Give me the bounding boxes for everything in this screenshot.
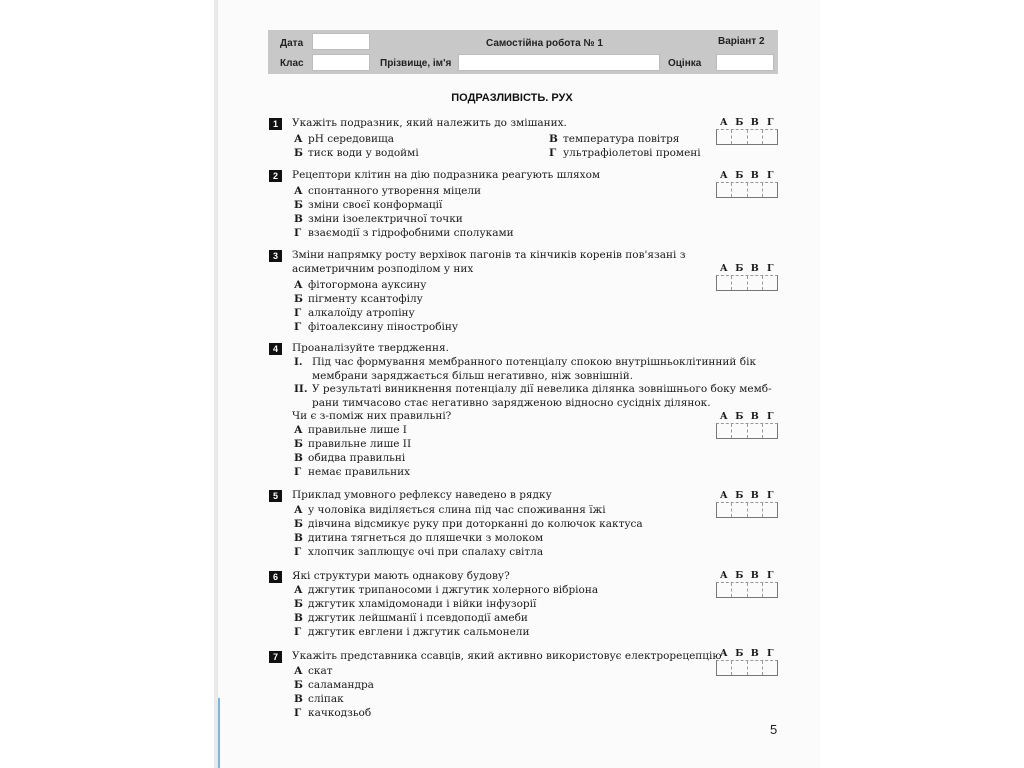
question-text: Зміни напрямку росту верхівок пагонів та кінчиків коренів пов'язані з — [292, 249, 686, 261]
class-field[interactable] — [312, 54, 370, 71]
answer-cells[interactable] — [716, 660, 778, 676]
answer-option: В обидва правильні — [294, 452, 406, 464]
class-label: Клас — [280, 58, 304, 69]
answer-option: Б саламандра — [294, 679, 374, 691]
answer-grid: А Б В Г — [716, 117, 778, 145]
statement-text: мембрани заряджається більш негативно, ніж зовнішній. — [312, 370, 634, 382]
answer-grid: А Б В Г — [716, 263, 778, 291]
statement-text: У результаті виникнення потенціалу дії невелика ділянка зовнішнього боку мемб- — [312, 383, 772, 395]
statement-text: Під час формування мембранного потенціалу спокою внутрішньоклітинний бік — [312, 356, 757, 368]
page-number: 5 — [770, 722, 778, 737]
answer-option: А рН середовища — [294, 133, 394, 145]
answer-option: Г алкалоїду атропіну — [294, 307, 415, 319]
answer-grid: А Б В Г — [716, 648, 778, 676]
answer-cells[interactable] — [716, 502, 778, 518]
statement-numeral: I. — [294, 356, 303, 368]
answer-option: Г взаємодії з гідрофобними сполуками — [294, 227, 514, 239]
answer-cells[interactable] — [716, 129, 778, 145]
answer-option: А спонтанного утворення міцели — [294, 185, 482, 197]
answer-cells[interactable] — [716, 182, 778, 198]
answer-option: А фітогормона ауксину — [294, 279, 427, 291]
answer-option: Б тиск води у водоймі — [294, 147, 419, 159]
answer-cells[interactable] — [716, 275, 778, 291]
question-text: Приклад умовного рефлексу наведено в рядку — [292, 489, 552, 501]
answer-grid: А Б В Г — [716, 570, 778, 598]
answer-option: В зміни ізоелектричної точки — [294, 213, 463, 225]
variant-label: Варіант 2 — [718, 36, 765, 47]
question-number: 5 — [269, 490, 282, 502]
answer-option: Г джгутик евглени і джгутик сальмонели — [294, 626, 530, 638]
date-label: Дата — [280, 38, 304, 49]
answer-option: Б правильне лише II — [294, 438, 412, 450]
question-text: асиметричним розподілом у них — [292, 263, 474, 275]
date-field[interactable] — [312, 33, 370, 50]
answer-option: В сліпак — [294, 693, 344, 705]
question-number: 3 — [269, 250, 282, 262]
answer-option: А у чоловіка виділяється слина під час споживання їжі — [294, 504, 606, 516]
answer-option: Б дівчина відсмикує руку при доторканні до колючок кактуса — [294, 518, 643, 530]
work-title: Самостійна робота № 1 — [486, 38, 603, 49]
answer-option: Б зміни своєї конформації — [294, 199, 443, 211]
grade-label: Оцінка — [668, 58, 702, 69]
question-number: 1 — [269, 118, 282, 130]
answer-option: В температура повітря — [549, 133, 680, 145]
answer-grid: А Б В Г — [716, 490, 778, 518]
answer-option: Б пігменту ксантофілу — [294, 293, 423, 305]
question-number: 6 — [269, 571, 282, 583]
answer-cells[interactable] — [716, 582, 778, 598]
answer-option: В дитина тягнеться до пляшечки з молоком — [294, 532, 544, 544]
question-number: 7 — [269, 651, 282, 663]
worksheet-header — [268, 30, 778, 74]
answer-option: Г хлопчик заплющує очі при спалаху світла — [294, 546, 544, 558]
statement-numeral: II. — [294, 383, 308, 395]
answer-option: Г качкодзьоб — [294, 707, 372, 719]
question-text: Які структури мають однакову будову? — [292, 570, 510, 582]
question-number: 2 — [269, 170, 282, 182]
answer-option: Г фітоалексину піностробіну — [294, 321, 459, 333]
answer-option: Г ультрафіолетові промені — [549, 147, 701, 159]
question-text: Проаналізуйте твердження. — [292, 342, 449, 354]
surname-field[interactable] — [458, 54, 660, 71]
section-title: ПОДРАЗЛИВІСТЬ. РУХ — [451, 92, 573, 104]
answer-option: Б джгутик хламідомонади і війки інфузорії — [294, 598, 537, 610]
question-number: 4 — [269, 343, 282, 355]
answer-grid: А Б В Г — [716, 170, 778, 198]
surname-label: Прізвище, ім'я — [380, 58, 452, 69]
answer-cells[interactable] — [716, 423, 778, 439]
question-prompt: Чи є з-поміж них правильні? — [292, 410, 452, 422]
answer-grid: А Б В Г — [716, 411, 778, 439]
question-text: Укажіть подразник, який належить до змішаних. — [292, 117, 567, 129]
statement-text: рани тимчасово стає негативно зарядженою відносно сусідніх ділянок. — [312, 397, 711, 409]
answer-option: В джгутик лейшманії і псевдоподії амеби — [294, 612, 528, 624]
question-text: Рецептори клітин на дію подразника реагують шляхом — [292, 169, 601, 181]
answer-option: Г немає правильних — [294, 466, 411, 478]
answer-option: А скат — [294, 665, 333, 677]
answer-option: А правильне лише I — [294, 424, 407, 436]
answer-option: А джгутик трипаносоми і джгутик холерного вібріона — [294, 584, 599, 596]
grade-field[interactable] — [716, 54, 774, 71]
question-text: Укажіть представника ссавців, який активно використовує електрорецепцію — [292, 650, 722, 662]
